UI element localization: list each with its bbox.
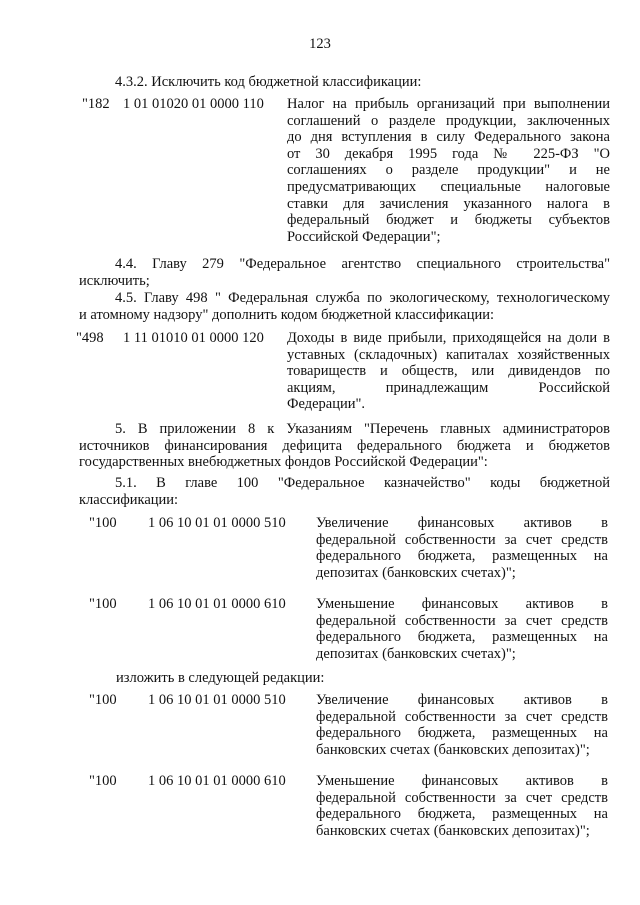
code-description: Налог на прибыль организаций при выполнении соглашений о разделе продукции, заключенных до дня вступления в силу Федерального закона от 30 декабря 1995 года № 225-ФЗ "О соглашениях о разделе продукции" и не предусматривающих специальные налоговые ставки для зачисления указанного налога в федеральный бюджет и бюджеты субъектов Российской Федерации"; [287, 96, 610, 245]
classification-code: 1 06 10 01 01 0000 510 [148, 692, 286, 708]
paragraph-4-3-2: 4.3.2. Исключить код бюджетной классификации: [115, 74, 422, 90]
admin-code: "100 [89, 515, 117, 531]
classification-code: 1 01 01020 01 0000 110 [123, 96, 264, 112]
admin-code: "182 [82, 96, 110, 112]
classification-code: 1 11 01010 01 0000 120 [123, 330, 264, 346]
paragraph-4-4: 4.4. Главу 279 "Федеральное агентство специального строительства" исключить; [79, 256, 610, 289]
classification-code: 1 06 10 01 01 0000 610 [148, 773, 286, 789]
admin-code: "498 [76, 330, 104, 346]
admin-code: "100 [89, 596, 117, 612]
paragraph-5: 5. В приложении 8 к Указаниям "Перечень главных администраторов источников финансирования дефицита федерального бюджета и бюджетов государственных внебюджетных фондов Российской Федерации": [79, 421, 610, 471]
paragraph-5-1: 5.1. В главе 100 "Федеральное казначейство" коды бюджетной классификации: [79, 475, 610, 508]
classification-code: 1 06 10 01 01 0000 510 [148, 515, 286, 531]
code-description: Уменьшение финансовых активов в федеральной собственности за счет средств федерального бюджета, размещенных на депозитах (банковских счетах)"; [316, 596, 608, 662]
page-number: 123 [309, 36, 331, 52]
paragraph-redaction: изложить в следующей редакции: [116, 670, 325, 686]
code-description: Уменьшение финансовых активов в федеральной собственности за счет средств федерального бюджета, размещенных на банковских счетах (банковских депозитах)"; [316, 773, 608, 839]
code-description: Увеличение финансовых активов в федеральной собственности за счет средств федерального бюджета, размещенных на банковских счетах (банковских депозитах)"; [316, 692, 608, 758]
admin-code: "100 [89, 692, 117, 708]
paragraph-4-5: 4.5. Главу 498 " Федеральная служба по экологическому, технологическому и атомному надзору" дополнить кодом бюджетной классификации: [79, 290, 610, 323]
code-description: Доходы в виде прибыли, приходящейся на доли в уставных (складочных) капиталах хозяйственных товариществ и обществ, или дивидендов по акциям, принадлежащим Российской Федерации". [287, 330, 610, 413]
code-description: Увеличение финансовых активов в федеральной собственности за счет средств федерального бюджета, размещенных на депозитах (банковских счетах)"; [316, 515, 608, 581]
admin-code: "100 [89, 773, 117, 789]
classification-code: 1 06 10 01 01 0000 610 [148, 596, 286, 612]
